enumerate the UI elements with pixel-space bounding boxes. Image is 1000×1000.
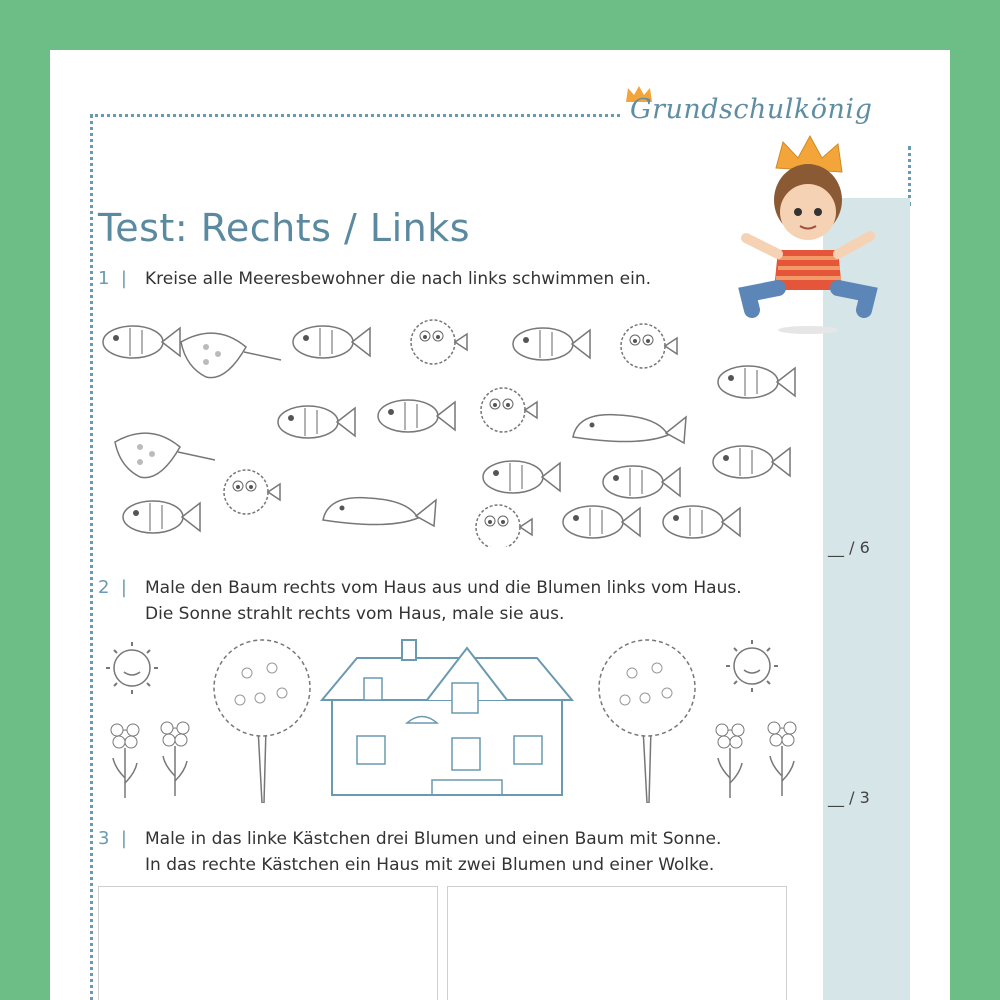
task-1-text: Kreise alle Meeresbewohner die nach links schwimmen ein. [145, 269, 652, 289]
brand-logo: Grundschulkönig [630, 94, 873, 125]
boy-mascot-icon [738, 130, 878, 340]
fish-icon [123, 501, 200, 533]
flower-icon [716, 724, 744, 798]
pufferfish-icon [481, 388, 537, 432]
whale-icon [573, 415, 686, 443]
task-2-text: Male den Baum rechts vom Haus aus und die Blumen links vom Haus. Die Sonne strahlt rechts vom Haus, male sie aus. [145, 578, 742, 624]
flower-icon [161, 722, 189, 796]
page-title: Test: Rechts / Links [98, 206, 471, 250]
task-2-number: 2 | [98, 577, 127, 598]
dotted-border-left [90, 114, 93, 1000]
task-2-score: __ / 3 [828, 788, 870, 807]
flower-icon [111, 724, 139, 798]
fish-icon [103, 326, 180, 358]
fish-icon [293, 326, 370, 358]
sun-icon [726, 640, 778, 692]
drawing-box-right[interactable] [447, 886, 787, 1000]
pufferfish-icon [476, 505, 532, 547]
drawing-box-left[interactable] [98, 886, 438, 1000]
fish-icon [278, 406, 355, 438]
sun-icon [106, 642, 158, 694]
tree-icon [599, 640, 695, 803]
sea-creatures-illustration [98, 312, 818, 547]
fish-icon [378, 400, 455, 432]
fish-icon [513, 328, 590, 360]
task-1-score: __ / 6 [828, 538, 870, 557]
dotted-border-top [90, 114, 620, 117]
pufferfish-icon [411, 320, 467, 364]
fish-icon [663, 506, 740, 538]
fish-icon [563, 506, 640, 538]
fish-icon [718, 366, 795, 398]
whale-icon [323, 498, 436, 526]
worksheet [50, 50, 950, 1000]
task-3-number: 3 | [98, 828, 127, 849]
fish-icon [603, 466, 680, 498]
tree-icon [214, 640, 310, 803]
pufferfish-icon [224, 470, 280, 514]
fish-icon [713, 446, 790, 478]
stingray-icon [115, 433, 215, 478]
fish-icon [483, 461, 560, 493]
task-1-number: 1 | [98, 268, 127, 289]
house-scene-illustration [102, 628, 822, 803]
house-icon [322, 640, 572, 795]
task-3-text: Male in das linke Kästchen drei Blumen und einen Baum mit Sonne. In das rechte Kästchen ein Haus mit zwei Blumen und einer Wolke. [145, 829, 722, 875]
flower-icon [768, 722, 796, 796]
pufferfish-icon [621, 324, 677, 368]
stingray-icon [181, 333, 281, 378]
dotted-border-right [908, 146, 911, 206]
